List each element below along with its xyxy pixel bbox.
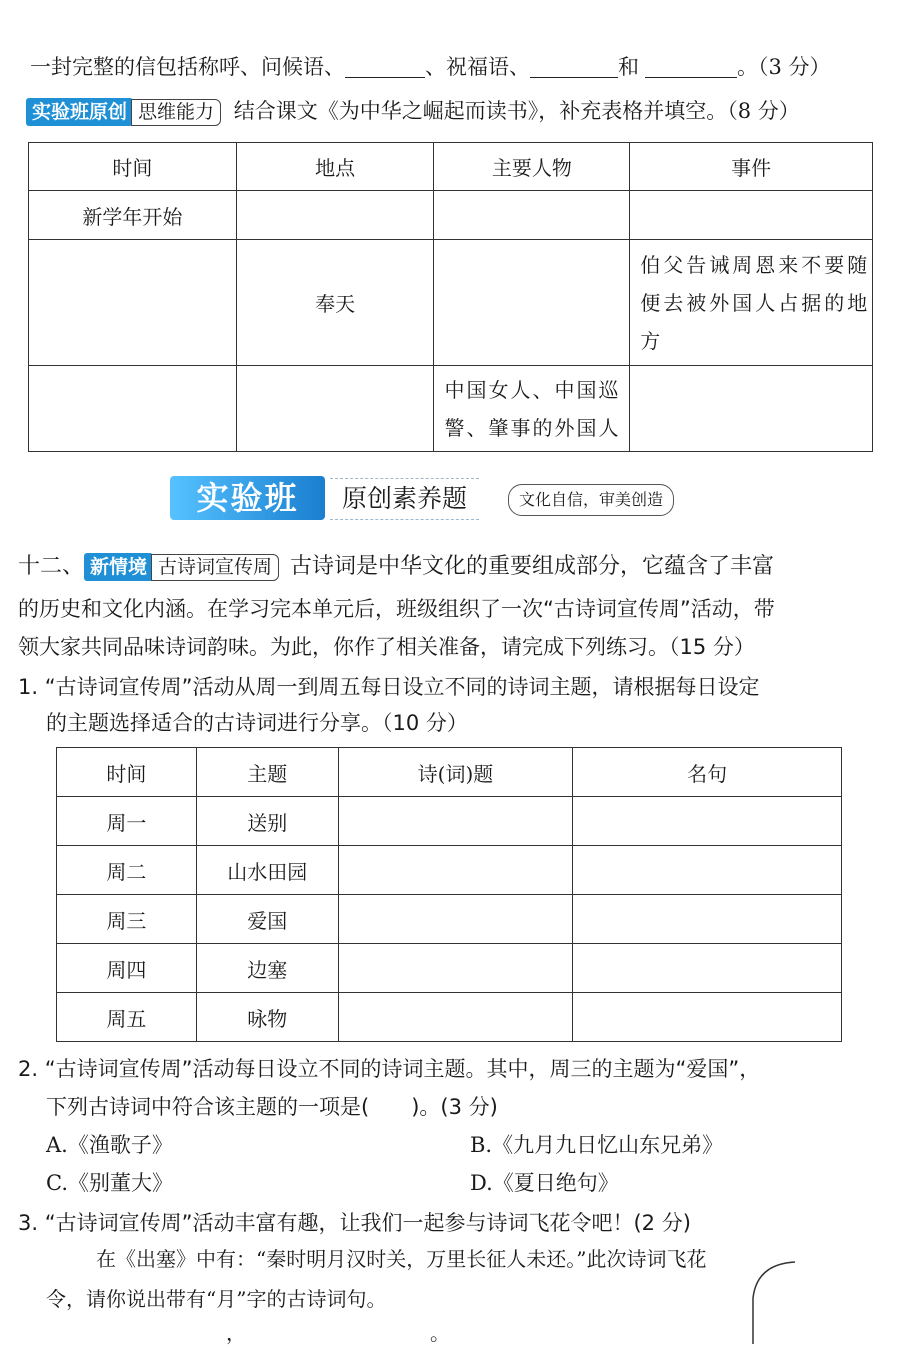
table-cell: 周一 — [57, 797, 197, 846]
table-cell: 周二 — [57, 846, 197, 895]
answer-cell[interactable] — [338, 846, 573, 895]
answer-cell[interactable] — [630, 366, 873, 452]
answer-cell[interactable] — [573, 944, 842, 993]
table-row — [57, 993, 842, 1042]
answer-cell[interactable] — [338, 895, 573, 944]
header-cell: 时间 — [29, 143, 237, 191]
table-cell: 中国女人、中国巡警、肇事的外国人 — [434, 366, 630, 452]
answer-blank[interactable] — [345, 55, 425, 78]
table-cell: 爱国 — [196, 895, 338, 944]
answer-cell[interactable] — [29, 240, 237, 366]
table-row — [57, 846, 842, 895]
table-cell: 送别 — [196, 797, 338, 846]
header-cell: 诗(词)题 — [338, 748, 573, 797]
option-d[interactable]: D.《夏日绝句》 — [470, 1171, 619, 1195]
answer-cell[interactable] — [573, 993, 842, 1042]
table-story — [28, 142, 873, 452]
table-cell: 山水田园 — [196, 846, 338, 895]
sub2-line2: 下列古诗词中符合该主题的一项是( )。(3 分) — [46, 1095, 498, 1119]
answer-cell[interactable] — [573, 846, 842, 895]
table-cell: 咏物 — [196, 993, 338, 1042]
table-cell: 边塞 — [196, 944, 338, 993]
option-c[interactable]: C.《别董大》 — [46, 1171, 173, 1195]
table-poetry-themes — [56, 747, 842, 1042]
answer-cell[interactable] — [630, 191, 873, 240]
q12-intro-line1 — [18, 552, 774, 582]
q12-number: 十二、 — [18, 554, 85, 579]
answer-period: 。 — [430, 1321, 450, 1345]
sub1-line2: 的主题选择适合的古诗词进行分享。（10 分） — [46, 711, 468, 735]
answer-cell[interactable] — [434, 191, 630, 240]
table-row — [29, 191, 873, 240]
q12-intro-line3: 领大家共同品味诗词韵味。为此，你作了相关准备，请完成下列练习。（15 分） — [18, 635, 755, 659]
q12-intro-text: 古诗词是中华文化的重要组成部分，它蕴含了丰富 — [290, 554, 775, 579]
answer-cell[interactable] — [434, 240, 630, 366]
banner-caption: 文化自信，审美创造 — [508, 484, 674, 516]
section-banner — [170, 470, 680, 526]
sub3-line1: 3. “古诗词宣传周”活动丰富有趣，让我们一起参与诗词飞花令吧！(2 分) — [18, 1211, 691, 1235]
answer-blank[interactable] — [530, 55, 618, 78]
answer-blank[interactable] — [645, 55, 737, 78]
q12-intro-line2: 的历史和文化内涵。在学习完本单元后，班级组织了一次“古诗词宣传周”活动，带 — [18, 597, 775, 621]
answer-cell[interactable] — [338, 797, 573, 846]
answer-comma: ， — [226, 1321, 246, 1345]
letter-text-b: 、祝福语、 — [425, 55, 530, 79]
answer-cell[interactable] — [236, 366, 434, 452]
table-row — [29, 240, 873, 366]
table-header-row — [29, 143, 873, 191]
table-row — [29, 366, 873, 452]
tag-new-context: 新情境 — [84, 553, 153, 581]
table-cell: 周五 — [57, 993, 197, 1042]
table1-question — [26, 96, 800, 126]
tag-thinking: 思维能力 — [131, 99, 221, 126]
sub3-line2: 在《出塞》中有：“秦时明月汉时关，万里长征人未还。”此次诗词飞花 — [96, 1247, 707, 1271]
tag-poetry-week: 古诗词宣传周 — [151, 554, 279, 581]
table-cell: 周三 — [57, 895, 197, 944]
table-row — [57, 944, 842, 993]
banner-title: 实验班 — [170, 476, 325, 520]
tag-original: 实验班原创 — [26, 98, 133, 126]
header-cell: 事件 — [630, 143, 873, 191]
page-edge-mark — [745, 1258, 805, 1348]
letter-text-a: 一封完整的信包括称呼、问候语、 — [30, 55, 345, 79]
option-a[interactable]: A.《渔歌子》 — [46, 1133, 173, 1157]
answer-cell[interactable] — [338, 993, 573, 1042]
option-b[interactable]: B.《九月九日忆山东兄弟》 — [470, 1133, 724, 1157]
header-cell: 主题 — [196, 748, 338, 797]
table-cell: 伯父告诫周恩来不要随便去被外国人占据的地方 — [630, 240, 873, 366]
table-cell: 周四 — [57, 944, 197, 993]
table-header-row — [57, 748, 842, 797]
answer-cell[interactable] — [573, 797, 842, 846]
table-row — [57, 895, 842, 944]
header-cell: 主要人物 — [434, 143, 630, 191]
header-cell: 时间 — [57, 748, 197, 797]
sub2-line1: 2. “古诗词宣传周”活动每日设立不同的诗词主题。其中，周三的主题为“爱国”， — [18, 1057, 761, 1081]
letter-text-d: 。（3 分） — [737, 55, 831, 79]
answer-cell[interactable] — [236, 191, 434, 240]
table-cell: 新学年开始 — [29, 191, 237, 240]
banner-subtitle: 原创素养题 — [330, 478, 479, 520]
header-cell: 名句 — [573, 748, 842, 797]
sub3-line3: 令，请你说出带有“月”字的古诗词句。 — [46, 1287, 387, 1311]
header-cell: 地点 — [236, 143, 434, 191]
table-cell: 奉天 — [236, 240, 434, 366]
letter-text-c: 和 — [618, 55, 639, 79]
answer-cell[interactable] — [29, 366, 237, 452]
letter-question — [30, 52, 831, 82]
answer-cell[interactable] — [338, 944, 573, 993]
answer-cell[interactable] — [573, 895, 842, 944]
table1-prompt: 结合课文《为中华之崛起而读书》，补充表格并填空。（8 分） — [233, 99, 800, 123]
sub1-line1: 1. “古诗词宣传周”活动从周一到周五每日设立不同的诗词主题，请根据每日设定 — [18, 675, 760, 699]
table-row — [57, 797, 842, 846]
